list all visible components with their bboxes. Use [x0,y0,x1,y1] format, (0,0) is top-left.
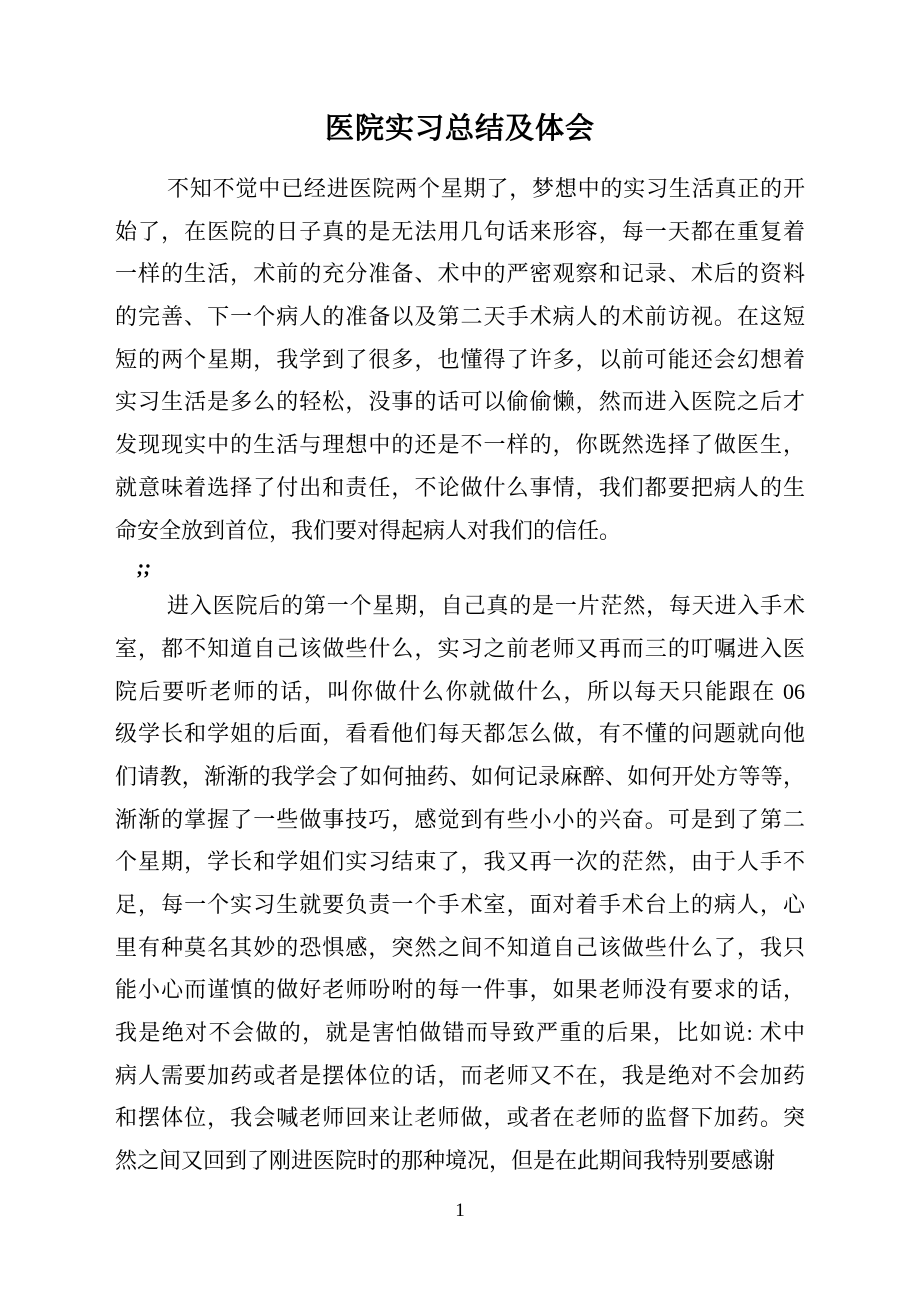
text-line: 实习生活是多么的轻松，没事的话可以偷偷懒，然而进入医院之后才 [115,389,805,415]
text-line: 渐渐的掌握了一些做事技巧，感觉到有些小小的兴奋。可是到了第二 [115,806,805,832]
text-line: 就意味着选择了付出和责任，不论做什么事情，我们都要把病人的生 [115,474,805,500]
paragraph [115,168,805,552]
text-line: 病人需要加药或者是摆体位的话，而老师又不在，我是绝对不会加药 [115,1062,805,1088]
text-line: 命安全放到首位，我们要对得起病人对我们的信任。 [115,517,622,543]
text-line: 短的两个星期，我学到了很多，也懂得了许多，以前可能还会幻想着 [115,346,805,372]
document-title: 医院实习总结及体会 [324,113,595,145]
text-line: 级学长和学姐的后面，看看他们每天都怎么做，有不懂的问题就向他 [115,721,805,747]
text-line: 始了，在医院的日子真的是无法用几句话来形容，每一天都在重复着 [115,218,805,244]
paragraph [115,585,805,1183]
text-line: 们请教，渐渐的我学会了如何抽药、如何记录麻醉、如何开处方等等， [115,763,805,789]
text-line: 然之间又回到了刚进医院时的那种境况，但是在此期间我特别要感谢 [115,1148,776,1174]
page-number: 1 [455,1200,465,1221]
document-body [115,168,805,1183]
text-line: 不知不觉中已经进医院两个星期了，梦想中的实习生活真正的开 [167,176,805,201]
text-line: 足，每一个实习生就要负责一个手术室，面对着手术台上的病人，心 [115,892,805,917]
text-line: 我是绝对不会做的，就是害怕做错而导致严重的后果，比如说: 术中 [115,1020,805,1046]
text-line: 进入医院后的第一个星期，自己真的是一片茫然，每天进入手术 [167,593,805,619]
text-line: 一样的生活，术前的充分准备、术中的严密观察和记录、术后的资料 [115,261,805,287]
text-line: 里有种莫名其妙的恐惧感，突然之间不知道自己该做些什么了，我只 [115,934,805,960]
text-line: 个星期，学长和学姐们实习结束了，我又再一次的茫然，由于人手不 [115,849,805,875]
text-line: 能小心而谨慎的做好老师吩咐的每一件事，如果老师没有要求的话， [115,977,805,1003]
separator-marks: ;; [137,555,151,580]
text-line: 发现现实中的生活与理想中的还是不一样的，你既然选择了做医生， [115,432,805,458]
text-line: 的完善、下一个病人的准备以及第二天手术病人的术前访视。在这短 [115,304,805,330]
text-line: 院后要听老师的话，叫你做什么你就做什么，所以每天只能跟在 06 [115,678,805,704]
text-line: 和摆体位，我会喊老师回来让老师做，或者在老师的监督下加药。突 [115,1105,805,1131]
text-line: 室，都不知道自己该做些什么，实习之前老师又再而三的叮嘱进入医 [115,635,805,661]
